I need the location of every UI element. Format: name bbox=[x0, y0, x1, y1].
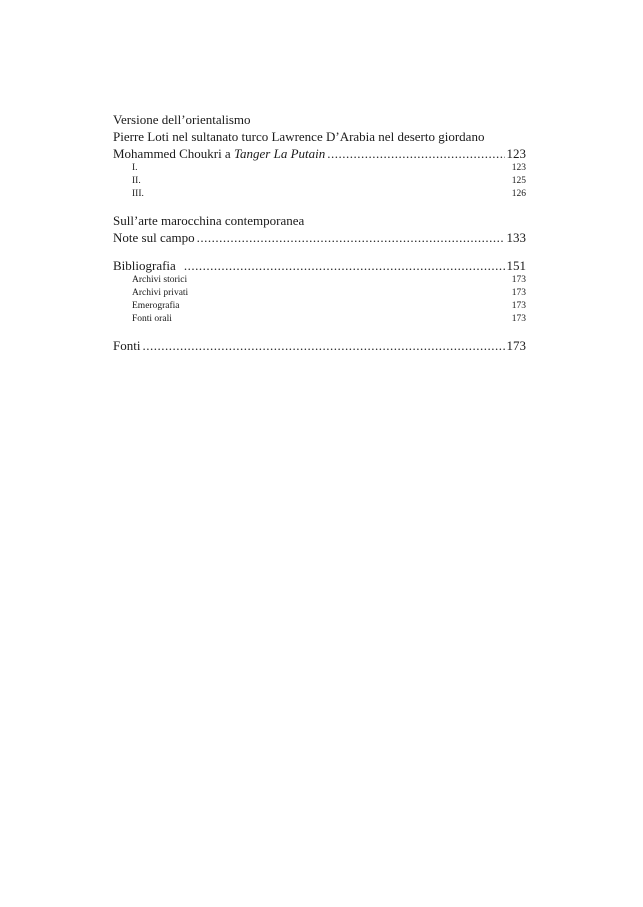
page-number: 173 bbox=[511, 288, 526, 298]
toc-subentry[interactable] bbox=[113, 274, 526, 287]
toc-section-heading bbox=[113, 212, 526, 229]
toc-subentry[interactable] bbox=[113, 175, 526, 188]
page-number: 123 bbox=[506, 146, 526, 161]
toc-entry-title-italic: Tanger La Putain bbox=[233, 146, 326, 161]
dot-leader bbox=[327, 145, 504, 162]
toc-entry[interactable] bbox=[113, 128, 526, 145]
toc-subentry-label: II. bbox=[132, 176, 141, 186]
dot-leader bbox=[197, 229, 505, 246]
toc-entry[interactable] bbox=[113, 229, 526, 246]
toc-subentry[interactable] bbox=[113, 287, 526, 300]
page-number: 173 bbox=[511, 314, 526, 324]
toc-entry-title: Fonti bbox=[113, 338, 141, 353]
toc-subentry[interactable] bbox=[113, 313, 526, 326]
page-number: 173 bbox=[511, 301, 526, 311]
dot-leader bbox=[184, 257, 505, 274]
toc-section-title: Sull’arte marocchina contemporanea bbox=[113, 213, 305, 228]
toc-entry[interactable] bbox=[113, 337, 526, 354]
toc-entry-title-prefix: Mohammed Choukri a bbox=[113, 146, 234, 161]
page-number: 173 bbox=[506, 338, 526, 353]
toc-entry-title bbox=[113, 145, 325, 162]
toc-subentry[interactable] bbox=[113, 188, 526, 201]
toc-subentry-label: Fonti orali bbox=[132, 314, 172, 324]
toc-entry-title: Note sul campo bbox=[113, 230, 195, 245]
toc-subentry-label: I. bbox=[132, 163, 138, 173]
page-number: 123 bbox=[511, 163, 526, 173]
dot-leader bbox=[142, 337, 504, 354]
toc-entry[interactable] bbox=[113, 257, 526, 274]
toc-subentry[interactable] bbox=[113, 162, 526, 175]
page-number: 125 bbox=[511, 176, 526, 186]
page-number: 173 bbox=[511, 275, 526, 285]
toc-subentry-label: Archivi privati bbox=[132, 288, 189, 298]
toc-entry-title: Bibliografia bbox=[113, 258, 176, 273]
page-number: 126 bbox=[511, 189, 526, 199]
toc-entry-title: Pierre Loti nel sultanato turco Lawrence D’Arabia nel deserto giordano bbox=[113, 129, 485, 144]
page-number: 151 bbox=[506, 258, 526, 273]
page-number: 133 bbox=[506, 230, 526, 245]
toc-entry[interactable] bbox=[113, 145, 526, 162]
toc-subentry-label: III. bbox=[132, 189, 144, 199]
toc-subentry-label: Archivi storici bbox=[132, 275, 188, 285]
toc-section-heading bbox=[113, 111, 526, 128]
toc-section-title: Versione dell’orientalismo bbox=[113, 112, 251, 127]
toc-subentry[interactable] bbox=[113, 300, 526, 313]
table-of-contents bbox=[113, 111, 526, 354]
toc-subentry-label: Emerografia bbox=[132, 301, 180, 311]
